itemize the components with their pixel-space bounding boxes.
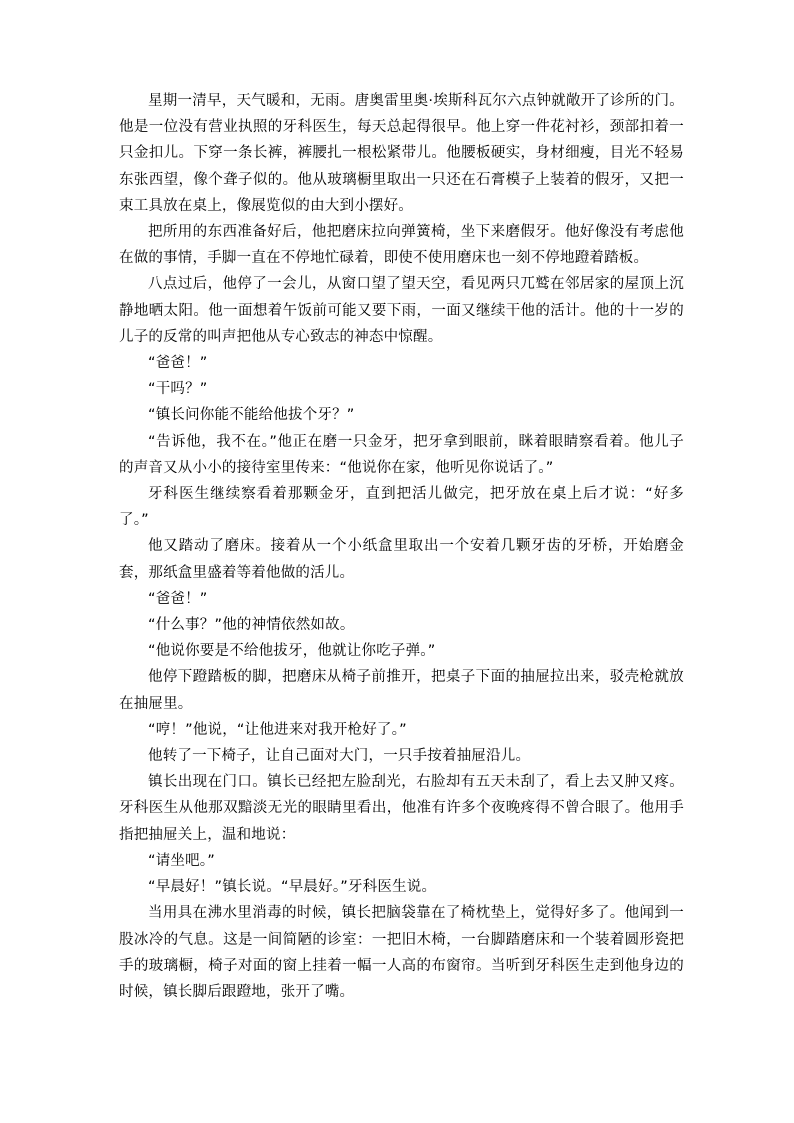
paragraph: “镇长问你能不能给他拔个牙？” (148, 407, 355, 424)
paragraph: “爸爸！” (148, 590, 208, 607)
paragraph: “他说你要是不给他拔牙，他就让你吃子弹。” (148, 643, 436, 660)
paragraph: “什么事？”他的神情依然如故。 (148, 617, 355, 634)
paragraph: “爸爸！” (148, 355, 208, 372)
paragraph: “早晨好！”镇长说。“早晨好。”牙科医生说。 (148, 879, 437, 896)
paragraph: 镇长出现在门口。镇长已经把左脸刮光，右脸却有五天未刮了，看上去又肿又疼。牙科医生从他那双黯淡无光的眼睛里看出，他准有许多个夜晚疼得不曾合眼了。他用手指把抽屉关上，温和地说： (119, 774, 684, 843)
paragraph: 他转了一下椅子，让自己面对大门，一只手按着抽屉沿儿。 (148, 748, 531, 765)
paragraph: 当用具在沸水里消毒的时候，镇长把脑袋靠在了椅枕垫上，觉得好多了。他闻到一股冰冷的气息。这是一间简陋的诊室：一把旧木椅，一台脚踏磨床和一个装着圆形瓷把手的玻璃橱，椅子对面的窗上挂着一幅一人高的布窗帘。当听到牙科医生走到他身边的时候，镇长脚后跟蹬地，张开了嘴。 (119, 905, 684, 1000)
paragraph: 八点过后，他停了一会儿，从窗口望了望天空，看见两只兀鹫在邻居家的屋顶上沉静地晒太阳。他一面想着午饭前可能又要下雨，一面又继续干他的活计。他的十一岁的儿子的反常的叫声把他从专心致志的神态中惊醒。 (119, 276, 684, 345)
paragraph: “干吗？” (148, 381, 208, 398)
paragraph: 他停下蹬踏板的脚，把磨床从椅子前推开，把桌子下面的抽屉拉出来，驳壳枪就放在抽屉里。 (119, 669, 684, 712)
paragraph: 牙科医生继续察看着那颗金牙，直到把活儿做完，把牙放在桌上后才说：“好多了。” (119, 486, 684, 529)
paragraph: “请坐吧。” (148, 852, 215, 869)
story-text (119, 88, 684, 1005)
paragraph: “告诉他，我不在。”他正在磨一只金牙，把牙拿到眼前，眯着眼睛察看着。他儿子的声音又从小小的接待室里传来：“他说你在家，他听见你说话了。” (119, 433, 684, 476)
paragraph: “哼！”他说，“让他进来对我开枪好了。” (148, 721, 407, 738)
paragraph: 他又踏动了磨床。接着从一个小纸盒里取出一个安着几颗牙齿的牙桥，开始磨金套，那纸盒里盛着等着他做的活儿。 (119, 538, 684, 581)
paragraph: 星期一清早，天气暖和，无雨。唐奥雷里奥·埃斯科瓦尔六点钟就敞开了诊所的门。他是一位没有营业执照的牙科医生，每天总起得很早。他上穿一件花衬衫，颈部扣着一只金扣儿。下穿一条长裤，裤腰扎一根松紧带儿。他腰板硬实，身材细瘦，目光不轻易东张西望，像个聋子似的。他从玻璃橱里取出一只还在石膏模子上装着的假牙，又把一束工具放在桌上，像展览似的由大到小摆好。 (119, 93, 684, 214)
paragraph: 把所用的东西准备好后，他把磨床拉向弹簧椅，坐下来磨假牙。他好像没有考虑他在做的事情，手脚一直在不停地忙碌着，即使不使用磨床也一刻不停地蹬着踏板。 (119, 224, 684, 267)
